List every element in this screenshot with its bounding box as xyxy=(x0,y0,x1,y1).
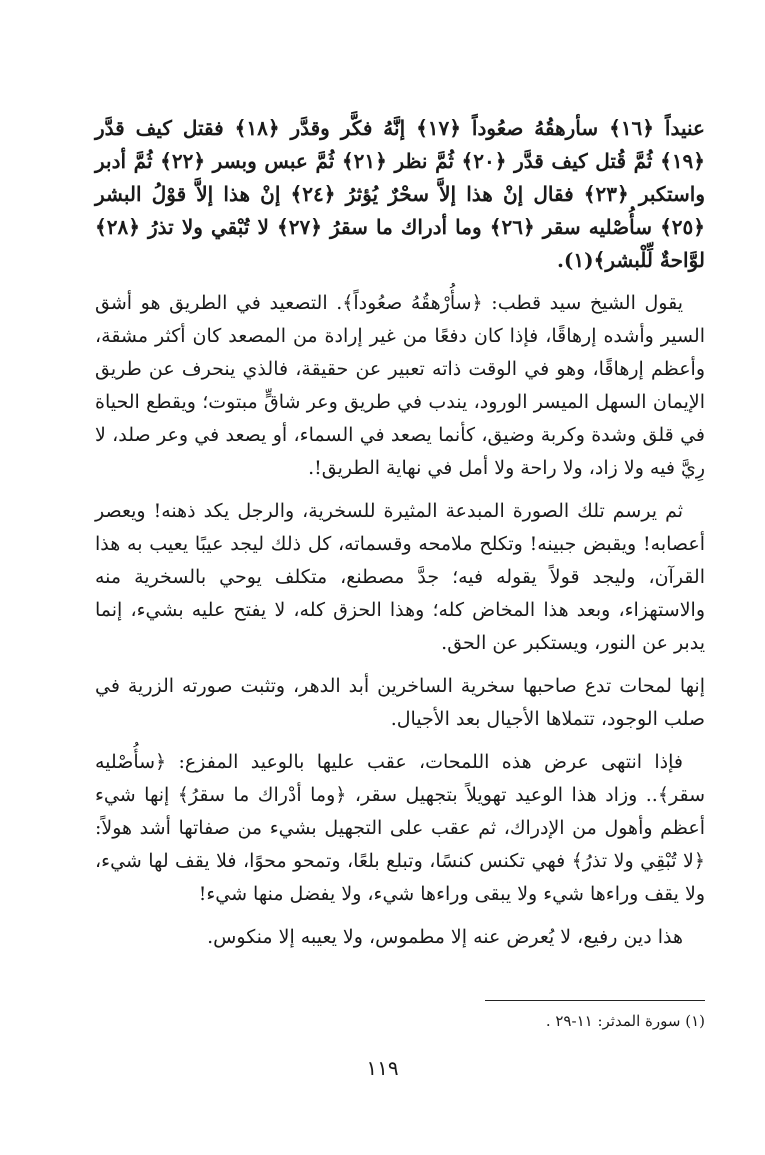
paragraph-5: هذا دين رفيع، لا يُعرض عنه إلا مطموس، ولا يعيبه إلا منكوس. xyxy=(207,926,683,948)
page-body xyxy=(95,112,705,964)
paragraph-4: فإذا انتهى عرض هذه اللمحات، عقب عليها بالوعيد المفزع: ﴿سأُصْليه سقر﴾.. وزاد هذا الوعيد تهويلاً بتجهيل سقر، ﴿وما أدْراك ما سقرُ﴾ إنها شيء أعظم وأهول من الإدراك، ثم عقب على التجهيل بشيء من صفاتها أشد هولاً: ﴿لا تُبْقِي ولا تذرُ﴾ فهي تكنس كنسًا، وتبلع بلعًا، وتمحو محوًا، فلا يقف لها شيء، ولا يقف وراءها شيء ولا يبقى وراءها شيء، ولا يفضل منها شيء! xyxy=(95,751,705,905)
footnote: (١) سورة المدثر: ١١-٢٩ . xyxy=(545,1012,705,1030)
footnote-divider xyxy=(485,1000,705,1001)
paragraph-3: إنها لمحات تدع صاحبها سخرية الساخرين أبد الدهر، وتثبت صورته الزرية في صلب الوجود، تتملاها الأجيال بعد الأجيال. xyxy=(95,675,705,730)
quran-verses: عنيداً ﴿١٦﴾ سأرهقُهُ صعُوداً ﴿١٧﴾ إنَّهُ فكَّر وقدَّر ﴿١٨﴾ فقتل كيف قدَّر ﴿١٩﴾ ثُمَّ قُتل كيف قدَّر ﴿٢٠﴾ ثُمَّ نظر ﴿٢١﴾ ثُمَّ عبس وبسر ﴿٢٢﴾ ثُمَّ أدبر واستكبر ﴿٢٣﴾ فقال إنْ هذا إلاَّ سحْرٌ يُؤثرُ ﴿٢٤﴾ إنْ هذا إلاَّ قوْلُ البشر ﴿٢٥﴾ سأُصْليه سقر ﴿٢٦﴾ وما أدراك ما سقرُ ﴿٢٧﴾ لا تُبْقي ولا تذرُ ﴿٢٨﴾ لوَّاحةٌ لِّلْبشر﴾(١). xyxy=(95,116,706,272)
page-number: ١١٩ xyxy=(366,1056,399,1080)
paragraph-1: يقول الشيخ سيد قطب: ﴿سأُرْهقُهُ صعُوداً﴾. التصعيد في الطريق هو أشق السير وأشده إرهاقًا، فإذا كان دفعًا من غير إرادة من المصعد كان أكثر مشقة، وأعظم إرهاقًا، وهو في الوقت ذاته تعبير عن حقيقة، فالذي ينحرف عن طريق الإيمان السهل الميسر الورود، يندب في طريق وعر شاقٍّ مبتوت؛ ويقطع الحياة في قلق وشدة وكربة وضيق، كأنما يصعد في السماء، أو يصعد في وعر صلد، لا رِيَّ فيه ولا زاد، ولا راحة ولا أمل في نهاية الطريق!. xyxy=(95,292,705,479)
paragraph-2: ثم يرسم تلك الصورة المبدعة المثيرة للسخرية، والرجل يكد ذهنه! ويعصر أعصابه! ويقبض جبينه! وتكلح ملامحه وقسماته، كل ذلك ليجد عيبًا يعيب به هذا القرآن، وليجد قولاً يقوله فيه؛ جدَّ مصطنع، متكلف يوحي بالسخرية منه والاستهزاء، وبعد هذا المخاض كله؛ وهذا الحزق كله، لا يفتح عليه بشيء، إنما يدبر عن النور، ويستكبر عن الحق. xyxy=(95,500,705,654)
